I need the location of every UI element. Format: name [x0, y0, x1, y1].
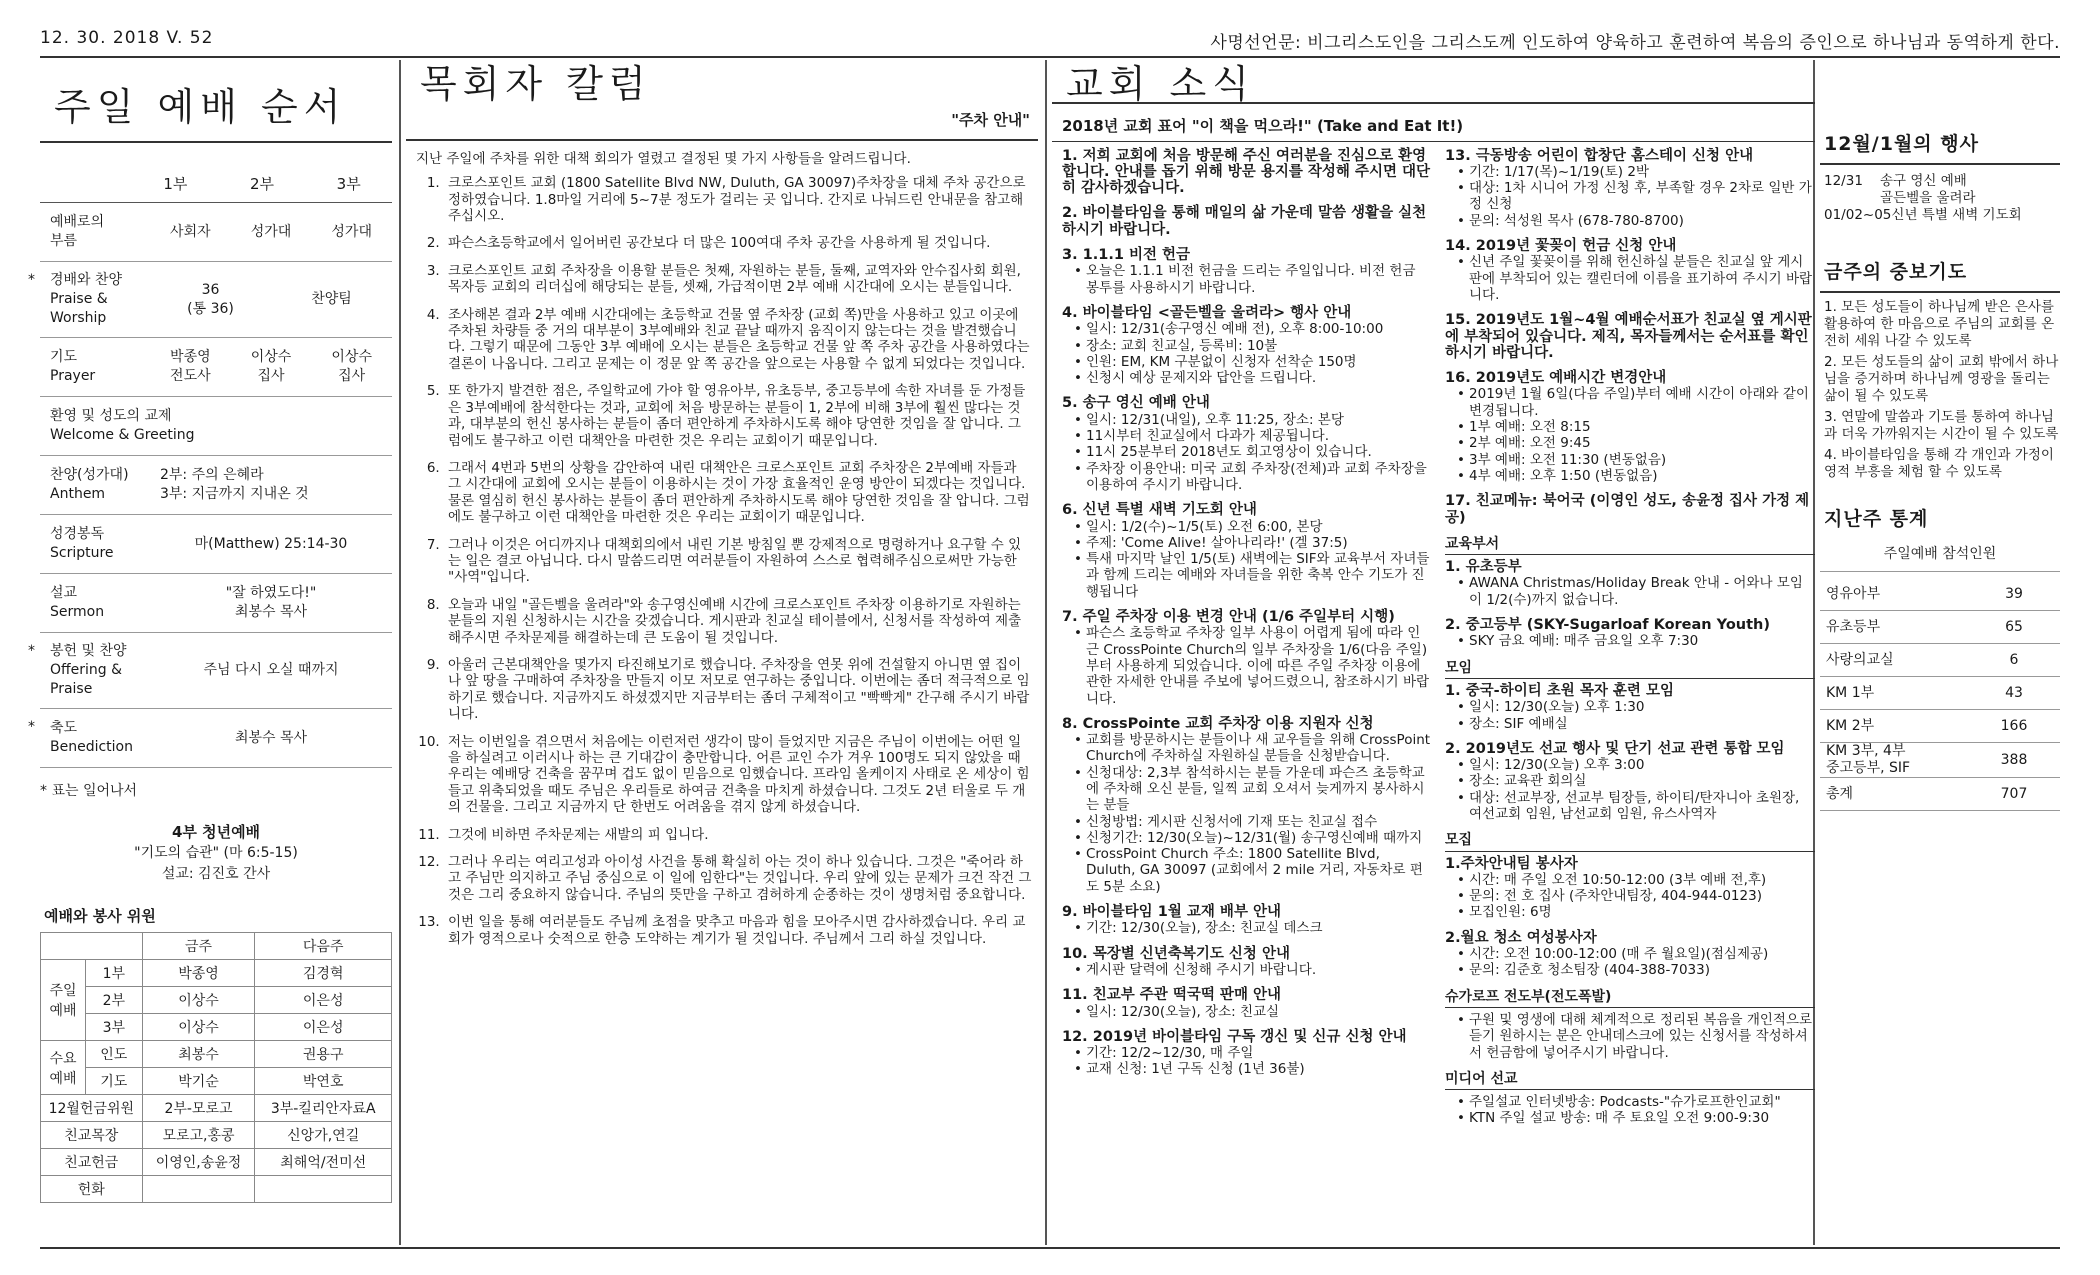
staff-row [41, 1149, 392, 1176]
news-detail: • 구원 및 영생에 대해 체계적으로 정리된 복음을 개인적으로 듣기 원하시는 분은 안내데스크에 있는 신청서를 작성하셔서 헌금함에 넣어주시기 바랍니다. [1459, 1012, 1815, 1061]
column-paragraph: 13. 이번 일을 통해 여러분들도 주님께 초점을 맞추고 마음과 힘을 모아주시면 감사하겠습니다. 우리 교회가 영적으로나 숫적으로 한층 도약하는 계기가 될 것입니다. 주님께서 그리 하실 것입니다. [444, 914, 1032, 947]
column-divider [1045, 60, 1047, 1245]
service-label: 2부 [249, 175, 275, 193]
news-detail: • 시간: 매 주일 오전 10:50-12:00 (3부 예배 전,후) [1459, 872, 1815, 888]
news-section-title: 모임 [1445, 660, 1815, 679]
order-value: "잘 하였도다!" 최봉수 목사 [225, 585, 317, 620]
event-text: 신년 특별 새벽 기도회 [1891, 207, 2022, 223]
order-value: 이상수 집사 [250, 349, 292, 384]
service-label: 3부 [336, 175, 361, 193]
news-detail: • 일시: 1/2(수)~1/5(토) 오전 6:00, 본당 [1076, 519, 1431, 535]
news-item [1445, 741, 1815, 822]
news-heading: 4. 바이블타임 <골든벨을 울려라> 행사 안내 [1062, 304, 1352, 321]
news-detail: • 파슨스 초등학교 주차장 일부 사용이 어렵게 됨에 따라 인근 CrossPointe Church의 일부 주차장을 1/6(다음 주일)부터 사용하게 되었습니다. 이에 따른 주일 주차장 이용에 관한 자세한 안내를 주보에 넣어드렸으니, 참조하시기 바랍니다. [1076, 625, 1431, 706]
worship-order-row [40, 574, 392, 633]
news-heading: 5. 송구 영신 예배 안내 [1062, 395, 1210, 412]
staff-current: 2부-모로고 [142, 1095, 255, 1122]
staff-row [41, 1176, 392, 1203]
news-heading: 12. 2019년 바이블타임 구독 갱신 및 신규 신청 안내 [1062, 1028, 1407, 1045]
news-item [1062, 305, 1431, 386]
event-date: 12/31 [1824, 173, 1863, 189]
stats-label: 영유아부 [1820, 578, 1968, 611]
news-detail: • 신청시 예상 문제지와 답안을 드립니다. [1076, 370, 1431, 386]
news-detail: • 특새 마지막 날인 1/5(토) 새벽에는 SIF와 교육부서 자녀들과 함께 드리는 예배와 자녀들을 위한 축복 안수 기도가 진행됩니다 [1076, 551, 1431, 600]
mission-statement: 사명선언문: 비그리스도인을 그리스도께 인도하여 양육하고 훈련하여 복음의 증인으로 하나님과 동역하게 한다. [1210, 33, 2060, 53]
news-details [1062, 625, 1431, 706]
staff-role: 헌화 [41, 1176, 143, 1203]
staff-next [255, 1176, 392, 1203]
staff-header-cell: 다음주 [255, 933, 392, 960]
news-item [1062, 205, 1431, 238]
stats-label: KM 1부 [1820, 677, 1968, 710]
stats-value: 43 [1968, 677, 2060, 710]
stats-value: 6 [1968, 644, 2060, 677]
stats-value: 707 [1968, 778, 2060, 811]
worship-order-row [28, 633, 392, 709]
news-details [1062, 962, 1431, 978]
news-details [1445, 164, 1815, 229]
column-subtitle: "주차 안내" [951, 111, 1030, 130]
news-item [1445, 617, 1815, 650]
event-row [1820, 173, 2060, 207]
stats-label: KM 3부, 4부 중고등부, SIF [1820, 743, 1968, 778]
news-heading: 15. 2019년도 1월~4월 예배순서표가 친교실 옆 게시판에 부착되어 있습니다. 제직, 목자들께서는 순서표를 확인하시기 바랍니다. [1445, 312, 1812, 361]
news-details [1062, 263, 1431, 296]
news-item [1062, 716, 1431, 895]
standing-mark: * [28, 272, 35, 288]
news-detail: • 2019년 1월 6일(다음 주일)부터 예배 시간이 아래와 같이 변경됩니다. [1459, 386, 1815, 419]
news-heading: 3. 1.1.1 비전 헌금 [1062, 247, 1191, 264]
column-paragraph: 6. 그래서 4번과 5번의 상황을 감안하여 내린 대책안은 크로스포인트 교회 주차장은 2부예배 자들과 그 시간대에 교회에 오시는 분들이 이용하시는 것이 가장 효율적인 운영 방안이 되겠다는 것입니다. 물론 열심히 헌신 봉사하는 분들이 좀더 편안하게 주차하시도록 해야 당연한 것임을 잘 압니다. 그럼에도 불구하고 이런 대책안을 마련한 것은 우리는 교회이기 때문입니다. [444, 460, 1032, 526]
staff-current: 최봉수 [142, 1041, 255, 1068]
staff-row [41, 987, 392, 1014]
news-section-title: 슈가로프 전도부(전도폭발) [1445, 989, 1815, 1008]
standing-note: * 표는 일어나서 [40, 783, 138, 799]
news-item [1445, 1012, 1815, 1061]
column-paragraph: 12. 그러나 우리는 여리고성과 아이성 사건을 통해 확실히 아는 것이 하나 있습니다. 그것은 "죽어라 하고 주님만 의지하고 주님 중심으로 이 일에 임한다"는 것입니다. 우리 앞에 있는 문제가 크건 작건 그것은 그리 중요하지 않습니다. 주님의 뜻만을 구하고 겸허하게 순종하는 것이 생명처럼 중요합니다. [444, 854, 1032, 903]
event-date: 01/02~05 [1824, 207, 1892, 223]
staff-role: 친교목장 [41, 1122, 143, 1149]
news-detail: • 오늘은 1.1.1 비전 헌금을 드리는 주일입니다. 비전 헌금 봉투를 사용하시기 바랍니다. [1076, 263, 1431, 296]
news-detail: • 신청방법: 게시판 신청서에 기재 또는 친교실 접수 [1076, 814, 1431, 830]
news-title: 교회 소식 [1066, 62, 1255, 106]
stats-row [1820, 578, 2060, 611]
youth-sermon: "기도의 습관" (마 6:5-15) [134, 845, 298, 861]
staff-role: 친교헌금 [41, 1149, 143, 1176]
staff-role: 3부 [86, 1014, 143, 1041]
pastor-column [406, 60, 1038, 1245]
worship-order-row [40, 338, 392, 397]
news-heading: 14. 2019년 꽃꽂이 헌금 신청 안내 [1445, 238, 1677, 255]
news-detail: • 게시판 달력에 신청해 주시기 바랍니다. [1076, 962, 1431, 978]
news-item [1445, 493, 1815, 526]
news-item [1445, 856, 1815, 921]
staff-role: 12월헌금위원 [41, 1095, 143, 1122]
stats-title: 지난주 통계 [1824, 508, 1929, 530]
news-detail: • 2부 예배: 오전 9:45 [1459, 435, 1815, 451]
news-detail: • 교회를 방문하시는 분들이나 새 교우들을 위해 CrossPoint Church에 주차하실 자원하실 분들을 신청받습니다. [1076, 732, 1431, 765]
staff-group: 수요 예배 [41, 1041, 86, 1095]
news-detail: • 1부 예배: 오전 8:15 [1459, 419, 1815, 435]
news-heading: 2.월요 청소 여성봉사자 [1445, 929, 1597, 946]
news-details [1445, 699, 1815, 732]
stats-value: 388 [1968, 743, 2060, 778]
prayer-list [1820, 299, 2060, 481]
staff-row [41, 1095, 392, 1122]
staff-header-row [41, 933, 392, 960]
staff-header-cell: 금주 [142, 933, 255, 960]
news-detail: • 대상: 선교부장, 선교부 팀장들, 하이티/탄자니아 초원장, 여선교회 임원, 남선교회 임원, 유스사역자 [1459, 790, 1815, 823]
news-detail: • 인원: EM, KM 구분없이 신청자 선착순 150명 [1076, 354, 1431, 370]
news-detail: • 주차장 이용안내: 미국 교회 주차장(전체)과 교회 주차장을 이용하여 주시기 바랍니다. [1076, 461, 1431, 494]
news-section-title: 교육부서 [1445, 536, 1815, 555]
stats-value: 39 [1968, 578, 2060, 611]
column-paragraph: 10. 저는 이번일을 겪으면서 처음에는 이런저런 생각이 많이 들었지만 지금은 주님이 이번에는 어떤 일을 하실려고 이러시나 하는 큰 기대감이 충만합니다. 어른 교인 수가 겨우 100명도 되지 않았을 때 우리는 예배당 건축을 꿈꾸며 겁도 없이 믿음으로 임했습니다. 프라임 올케이지 사태로 온 세상이 힘들고 위축되었을 때도 주님은 우리들로 하여금 건축을 마치게 하셨습니다. 그것도 2년 터울로 두 개의 건물을. 그리고 지금까지 단 한번도 어려움을 겪지 않게 하셨습니다. [444, 734, 1032, 816]
staff-title: 예배와 봉사 위원 [44, 907, 156, 925]
worship-order-row [28, 709, 392, 768]
news-item [1445, 238, 1815, 303]
column-paragraph: 1. 크로스포인트 교회 (1800 Satellite Blvd NW, Duluth, GA 30097)주차장을 대체 주차 공간으로 정하였습니다. 1.8마일 거리에 5~7분 정도가 걸리는 곳 입니다. 간지로 나눠드린 안내문을 참고해 주십시오. [444, 175, 1032, 224]
staff-next: 3부-킬리안자료A [255, 1095, 392, 1122]
news-item [1445, 683, 1815, 732]
staff-role: 기도 [86, 1068, 143, 1095]
news-heading: 8. CrossPointe 교회 주차장 이용 지원자 신청 [1062, 715, 1374, 732]
staff-row [41, 1068, 392, 1095]
news-detail: • 교재 신청: 1년 구독 신청 (1년 36불) [1076, 1061, 1431, 1077]
order-label: 환영 및 성도의 교제 Welcome & Greeting [50, 408, 195, 443]
news-detail: • 4부 예배: 오후 1:50 (변동없음) [1459, 468, 1815, 484]
title-rule [1820, 291, 2060, 293]
news-heading: 10. 목장별 신년축복기도 신청 안내 [1062, 945, 1290, 962]
news-heading: 16. 2019년도 예배시간 변경안내 [1445, 370, 1667, 387]
news-details [1062, 732, 1431, 895]
staff-row [41, 1122, 392, 1149]
column-paragraph: 4. 조사해본 결과 2부 예배 시간대에는 초등학교 건물 옆 주차장 (교회 쪽)만을 사용하고 있고 이곳에 주차된 차량들 중 거의 대부분이 3부예배와 친교 끝날 때까지 움직이지 않는다는 것을 발견했습니다. 그렇기 때문에 그동안 3부 예배에 오시는 분들은 초등학교 건물 앞 쪽 주차 공간을 사용하였다는 결론이 나옵니다. 그리고 문제는 이 정문 앞 쪽 공간을 앞으로는 사용할 수 없게 되었다는 것입니다. [444, 307, 1032, 373]
news-detail: • 신청대상: 2,3부 참석하시는 분들 가운데 파슨즈 초등학교에 주차해 오신 분들, 일찍 교회 오셔서 늦게까지 봉사하시는 분들 [1076, 765, 1431, 814]
worship-title: 주일 예배 순서 [54, 85, 347, 129]
news-item [1062, 395, 1431, 493]
news-section-title: 모집 [1445, 832, 1815, 851]
events-list [1820, 173, 2060, 224]
worship-column [28, 60, 392, 1245]
order-value: 36 (통 36) [187, 281, 234, 317]
standing-mark: * [28, 643, 35, 659]
news-heading: 7. 주일 주차장 이용 변경 안내 (1/6 주일부터 시행) [1062, 609, 1395, 626]
staff-row [41, 1041, 392, 1068]
news-left [1052, 148, 1431, 1136]
worship-order-row [28, 262, 392, 338]
event-row [1820, 207, 2060, 224]
news-section-title: 미디어 선교 [1445, 1071, 1815, 1090]
news-item [1445, 370, 1815, 484]
top-rule [40, 56, 2060, 58]
staff-current [142, 1176, 255, 1203]
news-right [1431, 148, 1815, 1136]
staff-table [40, 932, 392, 1203]
stats-label: 총계 [1820, 778, 1968, 811]
news-detail: • 신청기간: 12/30(오늘)~12/31(월) 송구영신예배 때까지 [1076, 830, 1431, 846]
order-value: 성가대 [250, 223, 292, 240]
news-item [1062, 502, 1431, 600]
bottom-rule [40, 1247, 2060, 1249]
stats-row [1820, 677, 2060, 710]
news-detail: • 기간: 12/2~12/30, 매 주일 [1076, 1045, 1431, 1061]
stats-row [1820, 611, 2060, 644]
news-details [1445, 946, 1815, 979]
youth-preacher: 설교: 김진호 간사 [161, 866, 271, 882]
news-heading: 1. 유초등부 [1445, 559, 1522, 576]
order-label: 축도 Benediction [50, 720, 133, 755]
news-detail: • 문의: 김준호 청소팀장 (404-388-7033) [1459, 962, 1815, 978]
news-heading: 1. 저희 교회에 처음 방문해 주신 여러분을 진심으로 환영합니다. 안내를 돕기 위해 방문 용지를 작성해 주시면 대단히 감사하겠습니다. [1062, 147, 1431, 197]
news-details [1445, 575, 1815, 608]
column-paragraph: 9. 아울러 근본대책안을 몇가지 타진해보기로 했습니다. 주차장을 연못 위에 건설할지 아니면 옆 집이나 앞 땅을 구매하여 주차장을 만들지 이모 저모로 연구하는 중입니다. 이번에는 좀더 적극적으로 임하기로 했습니다. 지금까지도 하셨겠지만 지금부터는 좀더 구체적이고 "빡빡게" 간구해 주시기 바랍니다. [444, 657, 1032, 723]
service-label: 1부 [163, 175, 188, 193]
event-text: 송구 영신 예배 골든벨을 울려라 [1880, 173, 1976, 206]
youth-service [40, 822, 392, 885]
stats-value: 65 [1968, 611, 2060, 644]
top-bar [40, 24, 2060, 54]
staff-next: 김경혁 [255, 960, 392, 987]
news-details [1062, 920, 1431, 936]
news-heading: 1. 중국-하이티 초원 목자 훈련 모임 [1445, 682, 1674, 699]
order-label: 봉헌 및 찬양 Offering & Praise [50, 643, 127, 697]
order-label: 경배와 찬양 Praise & Worship [50, 272, 123, 326]
news-item [1062, 148, 1431, 197]
news-item [1062, 946, 1431, 979]
order-label: 성경봉독 Scripture [50, 526, 114, 561]
stats-label: 사랑의교실 [1820, 644, 1968, 677]
news-heading: 2. 2019년도 선교 행사 및 단기 선교 관련 통합 모임 [1445, 740, 1785, 757]
news-detail: • KTN 주일 설교 방송: 매 주 토요일 오전 9:00-9:30 [1459, 1110, 1815, 1126]
title-rule [406, 139, 1038, 141]
order-value: 사회자 [170, 223, 211, 240]
order-value: 박종영 전도사 [170, 349, 211, 384]
column-paragraph: 3. 크로스포인트 교회 주차장을 이용할 분들은 첫째, 자원하는 분들, 둘째, 교역자와 안수집사회 회원, 목자등 교회의 리더십에 해당되는 분들, 셋째, 가급적이면 2부 예배 시간대에 오시는 분들입니다. [444, 263, 1032, 296]
news-detail: • SKY 금요 예배: 매주 금요일 오후 7:30 [1459, 633, 1815, 649]
news-detail: • 주제: 'Come Alive! 살아나리라!' (겔 37:5) [1076, 535, 1431, 551]
worship-order-row [40, 397, 392, 456]
staff-group: 주일 예배 [41, 960, 86, 1041]
news-item [1445, 1094, 1815, 1127]
news-heading: 2. 중고등부 (SKY-Sugarloaf Korean Youth) [1445, 617, 1771, 634]
column-intro: 지난 주일에 주차를 위한 대책 회의가 열렸고 결정된 몇 가지 사항들을 알려드립니다. [416, 150, 911, 167]
news-heading: 2. 바이블타임을 통해 매일의 삶 가운데 말씀 생활을 실천하시기 바랍니다. [1062, 205, 1427, 238]
news-details [1062, 519, 1431, 600]
news-detail: • 시간: 오전 10:00-12:00 (매 주 월요일)(점심제공) [1459, 946, 1815, 962]
news-detail: • CrossPoint Church 주소: 1800 Satellite Blvd, Duluth, GA 30097 (교회에서 2 mile 거리, 자동차로 편도 5분 소요) [1076, 846, 1431, 895]
news-heading: 1.주차안내팀 봉사자 [1445, 855, 1578, 872]
stats-label: 유초등부 [1820, 611, 1968, 644]
news-detail: • AWANA Christmas/Holiday Break 안내 - 어와나 모임이 1/2(수)까지 없습니다. [1459, 575, 1815, 608]
issue-date: 12. 30. 2018 V. 52 [40, 28, 214, 48]
news-detail: • 기간: 1/17(목)~1/19(토) 2박 [1459, 164, 1815, 180]
stats-row [1820, 644, 2060, 677]
standing-mark: * [28, 719, 35, 735]
order-value: 최봉수 목사 [234, 729, 308, 746]
prayer-item: 3. 연말에 말씀과 기도를 통하여 하나님과 더욱 가까워지는 시간이 될 수 있도록 [1824, 409, 2059, 442]
column-paragraph: 8. 오늘과 내일 "골든벨을 울려라"와 송구영신예배 시간에 크로스포인트 주차장 이용하기로 자원하는 분들의 지원 신청하시는 시간을 갖겠습니다. 게시판과 친교실 테이블에서, 신청서를 작성하여 제출해주시면 주차문제를 해결하는데 큰 도움이 될 것입니다. [444, 597, 1032, 646]
news-item [1062, 247, 1431, 296]
staff-next: 권용구 [255, 1041, 392, 1068]
news-detail: • 11시 25분부터 2018년도 회고영상이 있습니다. [1076, 444, 1431, 460]
staff-current: 이영인,송윤정 [142, 1149, 255, 1176]
news-detail: • 신년 주일 꽃꽂이를 위해 헌신하실 분들은 친교실 앞 게시판에 부착되어 있는 캘린더에 이름을 표기하여 주시기 바랍니다. [1459, 254, 1815, 303]
order-value: 마(Matthew) 25:14-30 [194, 535, 348, 552]
order-value: 성가대 [331, 223, 372, 240]
stats-value: 166 [1968, 710, 2060, 743]
news-detail: • 11시부터 친교실에서 다과가 제공됩니다. [1076, 428, 1431, 444]
order-value: 주님 다시 오실 때까지 [203, 662, 339, 678]
news-detail: • 주일설교 인터넷방송: Podcasts-"슈가로프한인교회" [1459, 1094, 1815, 1110]
news-detail: • 문의: 석성원 목사 (678-780-8700) [1459, 213, 1815, 229]
column-paragraph: 11. 그것에 비하면 주차문제는 새발의 피 입니다. [444, 827, 1032, 843]
staff-next: 이은성 [255, 1014, 392, 1041]
staff-next: 이은성 [255, 987, 392, 1014]
news-details [1445, 872, 1815, 921]
order-value: 이상수 집사 [331, 349, 372, 384]
news-item [1445, 148, 1815, 229]
order-label: 설교 Sermon [50, 585, 105, 620]
staff-current: 박기순 [142, 1068, 255, 1095]
news-column [1052, 60, 1815, 1245]
column-divider [399, 60, 401, 1245]
prayer-item: 2. 모든 성도들의 삶이 교회 밖에서 하나님을 증거하며 하나님께 영광을 돌리는 삶이 될 수 있도록 [1824, 354, 2059, 404]
order-label: 기도 Prayer [50, 349, 96, 384]
worship-order-list [28, 203, 392, 768]
news-details [1062, 1004, 1431, 1020]
news-item [1062, 1029, 1431, 1078]
news-heading: 11. 친교부 주관 떡국떡 판매 안내 [1062, 987, 1282, 1004]
worship-order-row [40, 456, 392, 515]
stats-label: KM 2부 [1820, 710, 1968, 743]
stats-table [1820, 578, 2060, 811]
staff-header-cell [41, 933, 143, 960]
stats-row [1820, 710, 2060, 743]
news-details [1445, 757, 1815, 822]
youth-title: 4부 청년예배 [171, 823, 261, 841]
news-detail: • 장소: SIF 예배실 [1459, 716, 1815, 732]
news-item [1445, 559, 1815, 608]
staff-current: 이상수 [142, 1014, 255, 1041]
news-item [1062, 609, 1431, 707]
news-details [1445, 386, 1815, 484]
news-details [1445, 1012, 1815, 1061]
news-details [1445, 1094, 1815, 1127]
news-details [1062, 1045, 1431, 1078]
news-detail: • 장소: 교회 친교실, 등록비: 10불 [1076, 338, 1431, 354]
events-title: 12월/1월의 행사 [1824, 133, 1979, 155]
order-label: 찬양(성가대) Anthem [50, 467, 129, 502]
news-details [1062, 321, 1431, 386]
news-detail: • 일시: 12/31(송구영신 예배 전), 오후 8:00-10:00 [1076, 321, 1431, 337]
prayer-item: 1. 모든 성도들이 하나님께 받은 은사를 활용하여 한 마음으로 주님의 교회를 온전히 세워 나갈 수 있도록 [1824, 299, 2055, 349]
title-rule [1820, 163, 2060, 165]
prayer-item: 4. 바이블타임을 통해 각 개인과 가정이 영적 부흥을 체험 할 수 있도록 [1824, 447, 2054, 480]
news-detail: • 일시: 12/30(오늘) 오후 1:30 [1459, 699, 1815, 715]
prayer-title: 금주의 중보기도 [1824, 261, 1968, 283]
stats-caption: 주일예배 참석인원 [1820, 538, 2060, 572]
column-paragraph: 5. 또 한가지 발견한 점은, 주일학교에 가야 할 영유아부, 유초등부, 중고등부에 속한 자녀를 둔 가정들은 3부예배에 참석한다는 것과, 교회에 처음 방문하는 분들이 1, 2부에 비해 3부에 훨씬 많다는 것과, 대부분의 헌신 봉사하는 분들이 좀더 편안하게 주차하시도록 해야 당연한 것임을 잘 압니다. 그럼에도 불구하고 이런 대책안을 마련한 것은 우리는 교회이기 때문입니다. [444, 383, 1032, 449]
news-heading: 6. 신년 특별 새벽 기도회 안내 [1062, 502, 1257, 519]
sidebar-column [1820, 60, 2060, 1245]
news-detail: • 대상: 1차 시니어 가정 신청 후, 부족할 경우 2차로 일반 가정 신청 [1459, 180, 1815, 213]
staff-row [41, 960, 392, 987]
staff-role: 인도 [86, 1041, 143, 1068]
news-heading: 9. 바이블타임 1월 교재 배부 안내 [1062, 904, 1282, 921]
stats-row [1820, 778, 2060, 811]
staff-role: 2부 [86, 987, 143, 1014]
news-details [1062, 412, 1431, 493]
staff-current: 모로고,홍콩 [142, 1122, 255, 1149]
column-items [406, 175, 1038, 947]
worship-order-row [40, 515, 392, 574]
staff-current: 이상수 [142, 987, 255, 1014]
news-item [1445, 312, 1815, 361]
worship-order-row [40, 203, 392, 262]
staff-role: 1부 [86, 960, 143, 987]
news-item [1062, 987, 1431, 1020]
staff-next: 신앙가,연길 [255, 1122, 392, 1149]
stats-row [1820, 743, 2060, 778]
staff-row [41, 1014, 392, 1041]
order-label: 예배로의 부름 [50, 214, 105, 249]
news-detail: • 일시: 12/30(오늘) 오후 3:00 [1459, 757, 1815, 773]
staff-current: 박종영 [142, 960, 255, 987]
church-motto: 2018년 교회 표어 "이 책을 먹으라!" (Take and Eat It!) [1062, 117, 1464, 136]
staff-next: 박연호 [255, 1068, 392, 1095]
column-title: 목회자 칼럼 [420, 62, 652, 106]
staff-next: 최해억/전미선 [255, 1149, 392, 1176]
column-paragraph: 2. 파슨스초등학교에서 일어버린 공간보다 더 많은 100여대 주차 공간을 사용하게 될 것입니다. [444, 235, 1032, 251]
news-details [1445, 633, 1815, 649]
news-detail: • 모집인원: 6명 [1459, 904, 1815, 920]
order-value: 2부: 주의 은혜라 3부: 지금까지 지내온 것 [160, 467, 309, 502]
news-detail: • 기간: 12/30(오늘), 장소: 친교실 데스크 [1076, 920, 1431, 936]
news-heading: 17. 친교메뉴: 북어국 (이영인 성도, 송윤정 집사 가정 제공) [1445, 493, 1810, 526]
news-detail: • 일시: 12/31(내일), 오후 11:25, 장소: 본당 [1076, 412, 1431, 428]
news-detail: • 3부 예배: 오전 11:30 (변동없음) [1459, 452, 1815, 468]
service-header [40, 143, 392, 203]
order-value: 찬양팀 [311, 291, 352, 307]
news-detail: • 장소: 교육관 회의실 [1459, 773, 1815, 789]
news-item [1445, 930, 1815, 979]
news-heading: 13. 극동방송 어린이 합창단 홈스테이 신청 안내 [1445, 147, 1754, 164]
news-detail: • 일시: 12/30(오늘), 장소: 친교실 [1076, 1004, 1431, 1020]
news-item [1062, 904, 1431, 937]
column-paragraph: 7. 그러나 이것은 어디까지나 대책회의에서 내린 기본 방침일 뿐 강제적으로 명령하거나 요구할 수 있는 일은 결코 아닙니다. 다시 말씀드리면 여러분들이 자원하여 스스로 협력해주심으로써만 가능한 "사역"입니다. [444, 537, 1032, 586]
news-detail: • 문의: 전 호 집사 (주차안내팀장, 404-944-0123) [1459, 888, 1815, 904]
news-details [1445, 254, 1815, 303]
